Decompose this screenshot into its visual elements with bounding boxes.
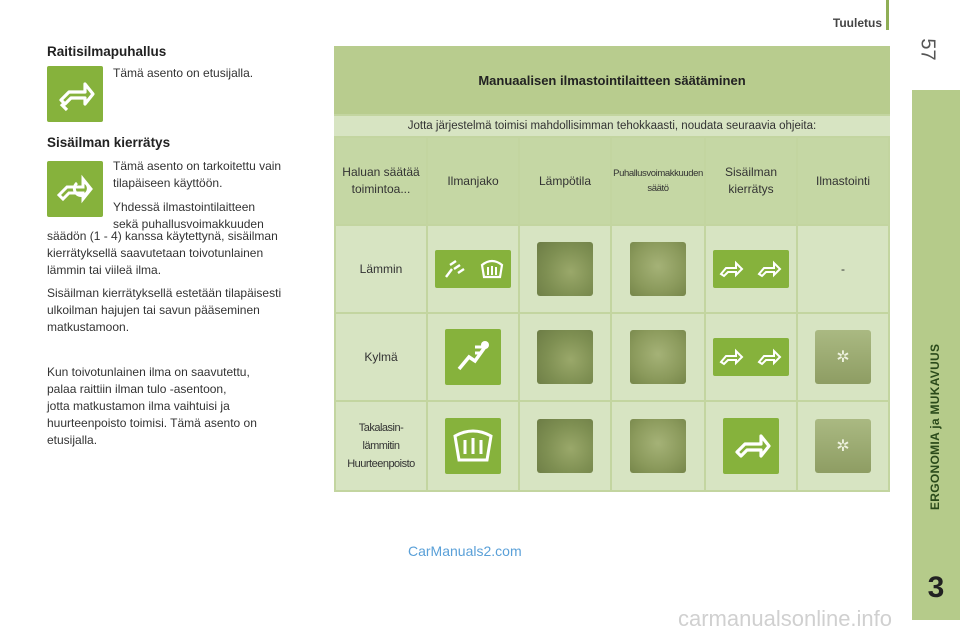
recirculation-icon (47, 161, 103, 217)
fresh-air-icon (723, 418, 779, 474)
recirc-line-5: säädön (1 - 4) kanssa käytettynä, sisäilman (47, 229, 278, 243)
header-aircon: Ilmastointi (798, 138, 888, 224)
watermark: CarManuals2.com (408, 543, 522, 559)
row-defrost-label: Takalasin-lämmitin Huurteenpoisto (336, 402, 426, 490)
chapter-label-wrap (912, 90, 960, 560)
temperature-dial-icon (537, 330, 593, 384)
footer-watermark: carmanualsonline.info (678, 606, 893, 631)
recirc-line-10: matkustamoon. (47, 320, 130, 334)
row-cold-distribution (428, 314, 518, 400)
table-intro: Jotta järjestelmä toimisi mahdollisimman tehokkaasti, noudata seuraavia ohjeita: (334, 116, 890, 136)
row-warm-aircon: - (798, 226, 888, 312)
recirc-line-9: ulkoilman hajujen tai savun pääseminen (47, 303, 260, 317)
row-defrost-recirculation (706, 402, 796, 490)
return-line-5: etusijalla. (47, 433, 98, 447)
recirc-line-7: lämmin tai viileä ilma. (47, 263, 162, 277)
aircon-button-icon: ✲ (815, 330, 871, 384)
header-rule (886, 0, 889, 30)
table-title: Manuaalisen ilmastointilaitteen säätäminen (334, 46, 890, 114)
row-cold-recirculation (706, 314, 796, 400)
row-cold-fan (612, 314, 704, 400)
feet-windscreen-icon (435, 250, 511, 288)
section-title-recirculation: Sisäilman kierrätys (47, 135, 171, 150)
fresh-air-text: Tämä asento on etusijalla. (113, 66, 254, 80)
row-defrost-fan (612, 402, 704, 490)
windscreen-defrost-icon (445, 418, 501, 474)
temperature-dial-icon (537, 242, 593, 296)
recirc-line-6: kierrätyksellä saavutetaan toivotunlainen (47, 246, 264, 260)
chapter-label: ERGONOMIA ja MUKAVUUS (928, 343, 942, 510)
row-cold-label: Kylmä (336, 314, 426, 400)
recirculation-pair-icon (713, 250, 789, 288)
row-warm-distribution (428, 226, 518, 312)
row-warm-temperature (520, 226, 610, 312)
aircon-button-icon: ✲ (815, 419, 871, 473)
return-line-3: jotta matkustamon ilma vaihtuisi ja (47, 399, 230, 413)
running-header: Tuuletus (832, 16, 882, 30)
header-temperature: Lämpötila (520, 138, 610, 224)
recirc-line-3: Yhdessä ilmastointilaitteen (113, 200, 256, 214)
row-warm-recirculation (706, 226, 796, 312)
row-cold-aircon (798, 314, 888, 400)
header-fan-speed: Puhallusvoimakkuuden säätö (612, 138, 704, 224)
page-number: 57 (916, 38, 939, 61)
return-line-4: huurteenpoisto toimisi. Tämä asento on (47, 416, 257, 430)
face-vent-icon (445, 329, 501, 385)
header-recirculation: Sisäilman kierrätys (706, 138, 796, 224)
return-line-2: palaa raittiin ilman tulo -asentoon, (47, 382, 227, 396)
recirc-line-1: Tämä asento on tarkoitettu vain (113, 159, 282, 173)
fan-speed-knob-icon (630, 242, 686, 296)
header-function: Haluan säätää toimintoa... (336, 138, 426, 224)
fan-speed-knob-icon (630, 419, 686, 473)
row-defrost-aircon (798, 402, 888, 490)
row-defrost-temperature (520, 402, 610, 490)
fan-speed-knob-icon (630, 330, 686, 384)
fresh-air-icon (47, 66, 103, 122)
recirc-line-4: sekä puhallusvoimakkuuden (113, 217, 264, 231)
recirculation-pair-icon (713, 338, 789, 376)
section-title-fresh-air: Raitisilmapuhallus (47, 44, 167, 59)
return-line-1: Kun toivotunlainen ilma on saavutettu, (47, 365, 250, 379)
row-cold-temperature (520, 314, 610, 400)
row-defrost-distribution (428, 402, 518, 490)
header-air-distribution: Ilmanjako (428, 138, 518, 224)
recirc-line-8: Sisäilman kierrätyksellä estetään tilapäisesti (47, 286, 282, 300)
row-warm-fan (612, 226, 704, 312)
row-warm-label: Lämmin (336, 226, 426, 312)
chapter-number: 3 (912, 560, 960, 620)
recirc-line-2: tilapäiseen käyttöön. (113, 176, 223, 190)
temperature-dial-icon (537, 419, 593, 473)
